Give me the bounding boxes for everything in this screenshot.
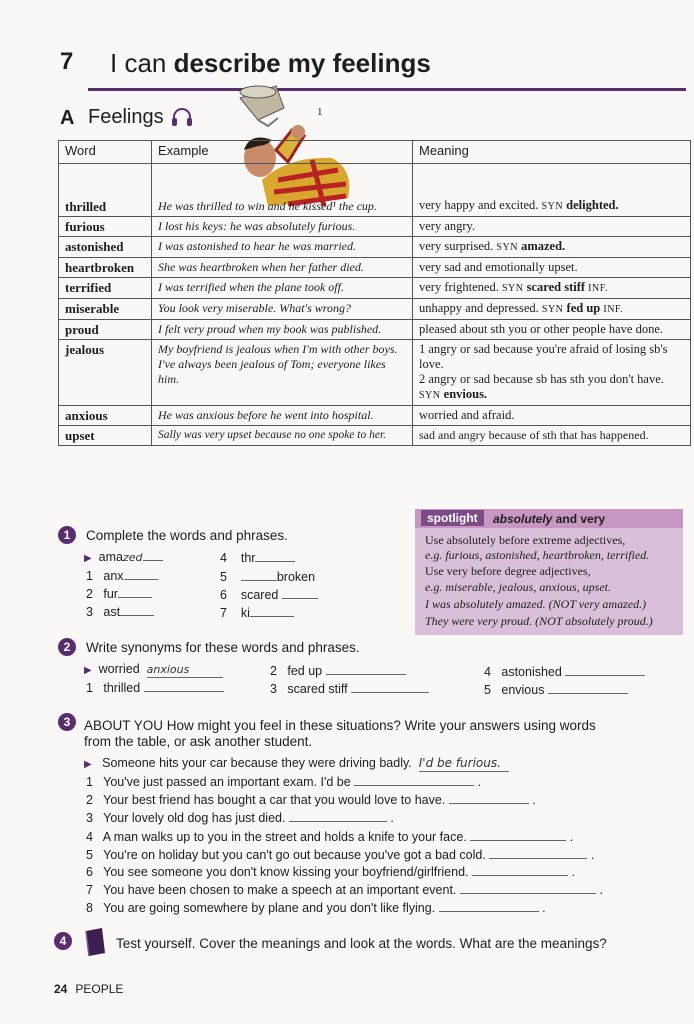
footnote-marker: 1 — [317, 106, 323, 118]
unit-number: 7 — [60, 48, 74, 75]
unit-title-bold: describe my feelings — [173, 48, 431, 78]
exercise-item — [484, 682, 628, 698]
syn-label: SYN — [541, 304, 564, 315]
col-header-meaning: Meaning — [413, 141, 691, 164]
vocabulary-table — [58, 140, 691, 446]
item-text: ki — [240, 606, 250, 620]
exercise-instruction: Test yourself. Cover the meanings and look at the words. What are the meanings? — [116, 936, 607, 951]
table-cell-meaning: worried and afraid. — [413, 406, 691, 426]
item-label: 7 — [86, 883, 93, 897]
answer-blank[interactable] — [144, 680, 224, 692]
table-cell-example: Sally was very upset because no one spoke to her. — [152, 426, 413, 446]
item-label: 4 — [86, 830, 93, 844]
example-marker: ▶ — [84, 759, 92, 770]
answer-blank[interactable] — [250, 605, 294, 617]
item-label: 5 — [484, 683, 491, 697]
spotlight-title-italic: absolutely — [493, 512, 553, 526]
syn-word: envious. — [443, 387, 488, 401]
item-label: 8 — [86, 901, 93, 915]
register-note: INF. — [603, 304, 624, 315]
spotlight-line: e.g. miserable, jealous, anxious, upset. — [425, 580, 611, 594]
handwritten-answer[interactable]: I'd be furious. — [419, 756, 509, 772]
example-marker: ▶ — [84, 553, 92, 564]
item-text: fed up — [287, 664, 323, 678]
spotlight-line: I was absolutely amazed. (NOT very amazed.) — [425, 597, 647, 611]
item-label: 2 — [270, 664, 277, 678]
answer-blank[interactable] — [289, 810, 387, 822]
example-text: My boyfriend is jealous when I'm with other boys. — [158, 342, 398, 356]
item-label: 3 — [86, 811, 93, 825]
table-cell-meaning: very angry. — [413, 217, 691, 237]
exercise-item — [220, 550, 295, 566]
answer-blank[interactable] — [565, 664, 645, 676]
exercise-item — [84, 662, 223, 678]
table-row — [59, 278, 691, 299]
item-text: astonished — [501, 665, 562, 679]
table-cell-word: astonished — [59, 237, 152, 258]
exercise-item — [86, 586, 152, 602]
table-row — [59, 258, 691, 278]
exercise-instruction: from the table, or ask another student. — [84, 734, 313, 749]
meaning-text: very surprised. — [419, 239, 494, 253]
item-text: thr — [240, 551, 256, 565]
unit-title-plain: I can — [110, 48, 174, 78]
spotlight-title — [493, 512, 605, 526]
item-text: You have been chosen to make a speech at an important event. — [103, 883, 457, 897]
item-label: 1 — [86, 681, 93, 695]
item-label: 1 — [86, 569, 93, 583]
register-note: INF. — [588, 283, 608, 294]
item-text: A man walks up to you in the street and holds a knife to your face. — [102, 830, 467, 844]
table-row — [59, 320, 691, 340]
item-text: envious — [501, 683, 545, 697]
example-marker: ▶ — [84, 665, 92, 676]
exercise-item — [270, 663, 406, 679]
example-text-2: I've always been jealous of Tom; everyone likes him. — [158, 357, 386, 386]
item-label: 6 — [86, 865, 93, 879]
table-cell-word: anxious — [59, 406, 152, 426]
exercise-item: 5 You're on holiday but you can't go out because you've got a bad cold. . — [86, 848, 595, 862]
table-cell-meaning — [413, 164, 691, 217]
table-cell-meaning — [413, 299, 691, 320]
exercise-instruction: Write synonyms for these words and phrases. — [86, 640, 360, 655]
exercise-item — [86, 680, 224, 696]
section-name: PEOPLE — [75, 982, 124, 996]
exercise-number: 3 — [58, 713, 76, 731]
meaning-text: 1 angry or sad because you're afraid of losing sb's love. — [419, 342, 668, 371]
spotlight-tag: spotlight — [421, 510, 484, 526]
exercise-number: 2 — [58, 638, 76, 656]
answer-blank[interactable] — [472, 864, 568, 876]
exercise-item — [86, 604, 154, 620]
meaning-text-2: 2 angry or sad because sb has sth you don't have. — [419, 372, 664, 386]
spotlight-line: Use very before degree adjectives, — [425, 564, 591, 578]
table-cell-word: terrified — [59, 278, 152, 299]
table-row — [59, 340, 691, 406]
section-title: Feelings — [88, 106, 164, 128]
answer-blank[interactable] — [120, 604, 154, 616]
table-cell-word: upset — [59, 426, 152, 446]
table-cell-meaning — [413, 340, 691, 406]
item-text: Someone hits your car because they were driving badly. — [102, 756, 412, 770]
table-cell-example: He was anxious before he went into hospital. — [152, 406, 413, 426]
table-cell-example: I felt very proud when my book was published. — [152, 320, 413, 340]
answer-blank[interactable] — [449, 792, 529, 804]
syn-label: SYN — [419, 390, 441, 401]
table-cell-word: heartbroken — [59, 258, 152, 278]
item-label: 5 — [220, 570, 227, 584]
exercise-item — [220, 569, 315, 585]
exercise-item: 4 A man walks up to you in the street and holds a knife to your face. . — [86, 830, 574, 844]
item-text: anx — [103, 569, 124, 583]
exercise-item: 6 You see someone you don't know kissing your boyfriend/girlfriend. . — [86, 865, 575, 879]
spotlight-line: Use absolutely before extreme adjectives, — [425, 533, 626, 547]
answer-blank[interactable] — [489, 847, 587, 859]
exercise-item: 7 You have been chosen to make a speech at an important event. . — [86, 883, 603, 897]
unit-title — [110, 48, 431, 79]
item-text: You're on holiday but you can't go out because you've got a bad cold. — [103, 848, 486, 862]
table-row — [59, 426, 691, 446]
answer-blank[interactable] — [460, 882, 596, 894]
handwritten-answer: zed — [122, 551, 143, 564]
item-text: broken — [276, 570, 316, 584]
page-number: 24 — [54, 982, 68, 996]
item-label: 7 — [220, 606, 227, 620]
item-text: thrilled — [103, 681, 141, 695]
col-header-example: Example — [152, 141, 413, 164]
item-text: You are going somewhere by plane and you don't like flying. — [103, 901, 436, 915]
table-cell-word: furious — [59, 217, 152, 237]
exercise-number: 1 — [58, 526, 76, 544]
exercise-item — [484, 664, 645, 680]
answer-blank[interactable] — [241, 569, 277, 581]
exercise-item — [84, 549, 163, 566]
table-cell-word: miserable — [59, 299, 152, 320]
table-cell-word: jealous — [59, 340, 152, 406]
exercise-item — [220, 587, 318, 603]
table-cell-meaning: very sad and emotionally upset. — [413, 258, 691, 278]
syn-word: scared stiff — [526, 280, 586, 294]
table-row — [59, 237, 691, 258]
exercise-item — [84, 756, 509, 772]
answer-blank[interactable] — [439, 900, 539, 912]
table-cell-example: I lost his keys: he was absolutely furious. — [152, 217, 413, 237]
spotlight-title-rest: and very — [552, 512, 606, 526]
table-cell-example — [152, 340, 413, 406]
item-label: 3 — [86, 605, 93, 619]
book-cover-icon — [84, 927, 106, 957]
spotlight-box — [415, 509, 683, 635]
item-label: 4 — [484, 665, 491, 679]
item-label: 2 — [86, 793, 93, 807]
exercise-item: 1 You've just passed an important exam. I'd be . — [86, 775, 482, 789]
exercise-instruction: Complete the words and phrases. — [86, 528, 288, 543]
table-cell-meaning: sad and angry because of sth that has happened. — [413, 426, 691, 446]
syn-label: SYN — [496, 242, 518, 253]
answer-blank[interactable] — [470, 829, 566, 841]
item-text: scared stiff — [287, 682, 348, 696]
answer-blank[interactable] — [326, 663, 406, 675]
spotlight-header — [415, 509, 683, 528]
table-row — [59, 406, 691, 426]
answer-blank[interactable] — [255, 550, 295, 562]
exercise-item — [86, 568, 158, 584]
answer-blank[interactable] — [351, 681, 429, 693]
table-cell-example: You look very miserable. What's wrong? — [152, 299, 413, 320]
headphones-icon[interactable] — [171, 107, 193, 127]
item-text: Your best friend has bought a car that you would love to have. — [103, 793, 446, 807]
table-cell-example: I was terrified when the plane took off. — [152, 278, 413, 299]
item-text: Your lovely old dog has just died. — [103, 811, 286, 825]
meaning-text: very frightened. — [419, 280, 499, 294]
syn-word: fed up — [566, 301, 601, 315]
section-letter: A — [60, 107, 75, 129]
item-text: worried — [98, 662, 140, 676]
item-text: fur — [103, 587, 118, 601]
table-cell-word: thrilled — [59, 164, 152, 217]
item-text: ast — [103, 605, 121, 619]
exercise-item: 3 Your lovely old dog has just died. . — [86, 811, 394, 825]
syn-word: delighted. — [566, 198, 619, 212]
table-row — [59, 299, 691, 320]
table-cell-meaning — [413, 278, 691, 299]
item-text: You've just passed an important exam. I'd be — [103, 775, 351, 789]
exercise-item: 2 Your best friend has bought a car that you would love to have. . — [86, 793, 536, 807]
item-label: 1 — [86, 775, 93, 789]
item-text: ama — [98, 550, 123, 564]
table-cell-example: She was heartbroken when her father died. — [152, 258, 413, 278]
item-label: 5 — [86, 848, 93, 862]
page-footer — [54, 982, 123, 996]
exercise-item: 8 You are going somewhere by plane and you don't like flying. . — [86, 901, 546, 915]
item-label: 3 — [270, 682, 277, 696]
table-cell-word: proud — [59, 320, 152, 340]
table-row — [59, 164, 691, 217]
table-cell-meaning: pleased about sth you or other people have done. — [413, 320, 691, 340]
syn-label: SYN — [541, 201, 564, 212]
answer-blank[interactable] — [143, 549, 163, 561]
spotlight-line: They were very proud. (NOT absolutely proud.) — [425, 614, 653, 628]
table-cell-example: I was astonished to hear he was married. — [152, 237, 413, 258]
item-label: 2 — [86, 587, 93, 601]
spotlight-line: e.g. furious, astonished, heartbroken, terrified. — [425, 548, 650, 562]
answer-blank[interactable] — [354, 774, 474, 786]
exercise-number: 4 — [54, 932, 72, 950]
item-text: You see someone you don't know kissing your boyfriend/girlfriend. — [103, 865, 469, 879]
item-label: 6 — [220, 588, 227, 602]
item-label: 4 — [220, 551, 227, 565]
answer-blank[interactable] — [124, 568, 158, 580]
meaning-text: very happy and excited. — [419, 198, 539, 212]
syn-label: SYN — [501, 283, 524, 294]
answer-blank[interactable] — [548, 682, 628, 694]
exercise-instruction: ABOUT YOU How might you feel in these situations? Write your answers using words — [84, 718, 596, 733]
exercise-item — [270, 681, 429, 697]
exercise-item — [220, 605, 294, 621]
table-cell-meaning — [413, 237, 691, 258]
answer-blank[interactable] — [282, 587, 318, 599]
col-header-word: Word — [59, 141, 152, 164]
header-rule — [88, 88, 686, 91]
table-header-row — [59, 141, 691, 164]
syn-word: amazed. — [521, 239, 566, 253]
answer-blank[interactable] — [118, 586, 152, 598]
table-row — [59, 217, 691, 237]
meaning-text: unhappy and depressed. — [419, 301, 539, 315]
handwritten-answer[interactable]: anxious — [147, 662, 223, 678]
table-cell-example: He was thrilled to win and he kissed¹ the cup. — [152, 164, 413, 217]
item-text: scared — [240, 588, 279, 602]
